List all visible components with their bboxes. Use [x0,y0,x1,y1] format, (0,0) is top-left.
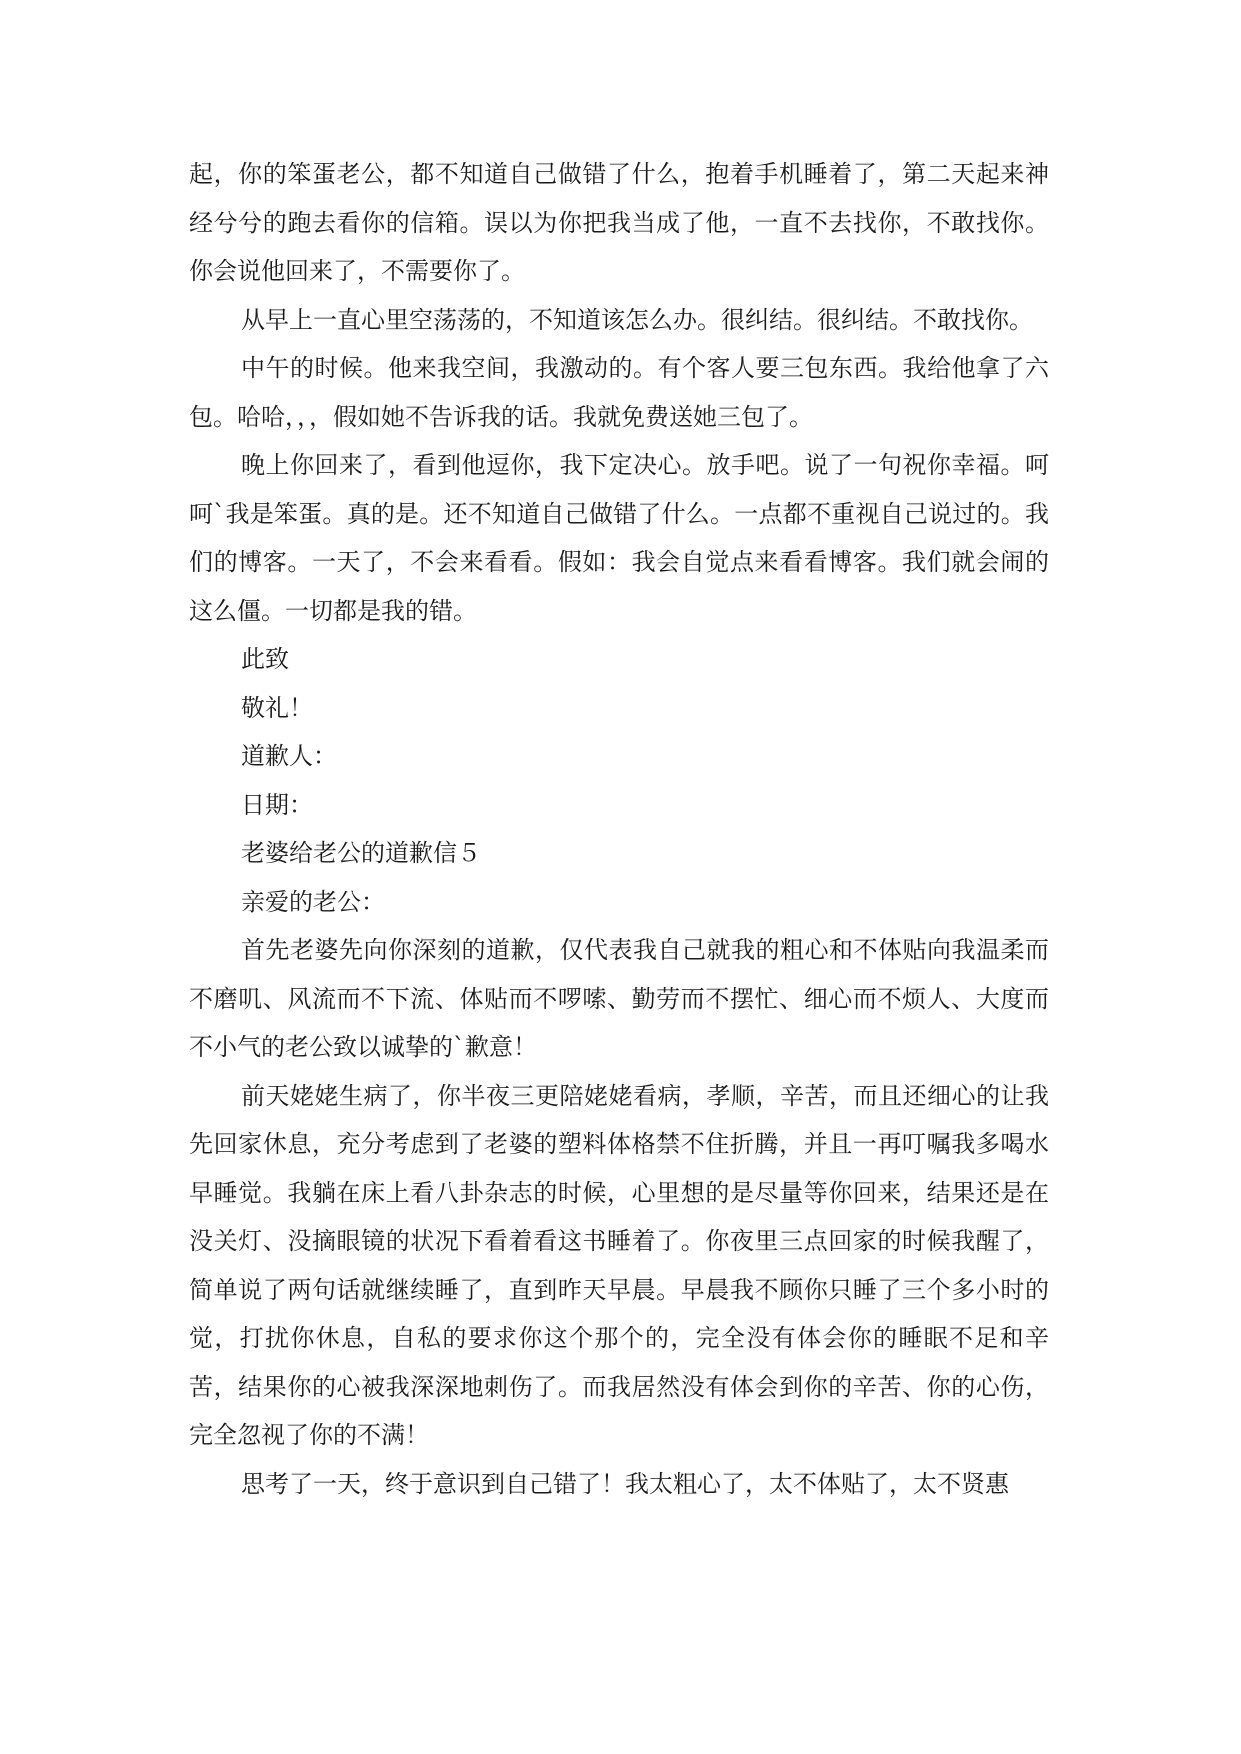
paragraph: 从早上一直心里空荡荡的，不知道该怎么办。很纠结。很纠结。不敢找你。 [241,305,1033,334]
paragraph: 首先老婆先向你深刻的道歉，仅代表我自己就我的粗心和不体贴向我温柔而不磨叽、风流而不下流、体贴而不啰嗦、勤劳而不摆忙、细心而不烦人、大度而不小气的老公致以诚挚的`歉意！ [189,936,1049,1061]
date-label: 日期： [241,790,313,819]
document-body [189,150,1049,1508]
signature-label: 道歉人： [241,742,337,770]
section-heading: 老婆给老公的道歉信５ [241,839,481,867]
paragraph: 思考了一天，终于意识到自己错了！我太粗心了，太不体贴了，太不贤惠 [241,1469,1009,1498]
paragraph: 晚上你回来了，看到他逗你，我下定决心。放手吧。说了一句祝你幸福。呵呵`我是笨蛋。真的是。还不知道自己做错了什么。一点都不重视自己说过的。我们的博客。一天了，不会来看看。假如：我会自觉点来看看博客。我们就会闹的这么僵。一切都是我的错。 [189,451,1049,625]
paragraph: 中午的时候。他来我空间，我激动的。有个客人要三包东西。我给他拿了六包。哈哈，，，假如她不告诉我的话。我就免费送她三包了。 [189,354,1049,431]
greeting: 亲爱的老公： [241,887,385,916]
closing-regards: 敬礼！ [241,693,313,722]
paragraph: 前天姥姥生病了，你半夜三更陪姥姥看病，孝顺，辛苦，而且还细心的让我先回家休息，充分考虑到了老婆的塑料体格禁不住折腾，并且一再叮嘱我多喝水早睡觉。我躺在床上看八卦杂志的时候，心里想的是尽量等你回来，结果还是在没关灯、没摘眼镜的状况下看着看这书睡着了。你夜里三点回家的时候我醒了，简单说了两句话就继续睡了，直到昨天早晨。早晨我不顾你只睡了三个多小时的觉，打扰你休息，自私的要求你这个那个的，完全没有体会你的睡眠不足和辛苦，结果你的心被我深深地刺伤了。而我居然没有体会到你的辛苦、你的心伤，完全忽视了你的不满！ [189,1081,1049,1449]
closing-salutation: 此致 [241,645,289,673]
paragraph-continuation: 起，你的笨蛋老公，都不知道自己做错了什么，抱着手机睡着了，第二天起来神经兮兮的跑去看你的信箱。误以为你把我当成了他，一直不去找你，不敢找你。你会说他回来了，不需要你了。 [189,160,1049,285]
